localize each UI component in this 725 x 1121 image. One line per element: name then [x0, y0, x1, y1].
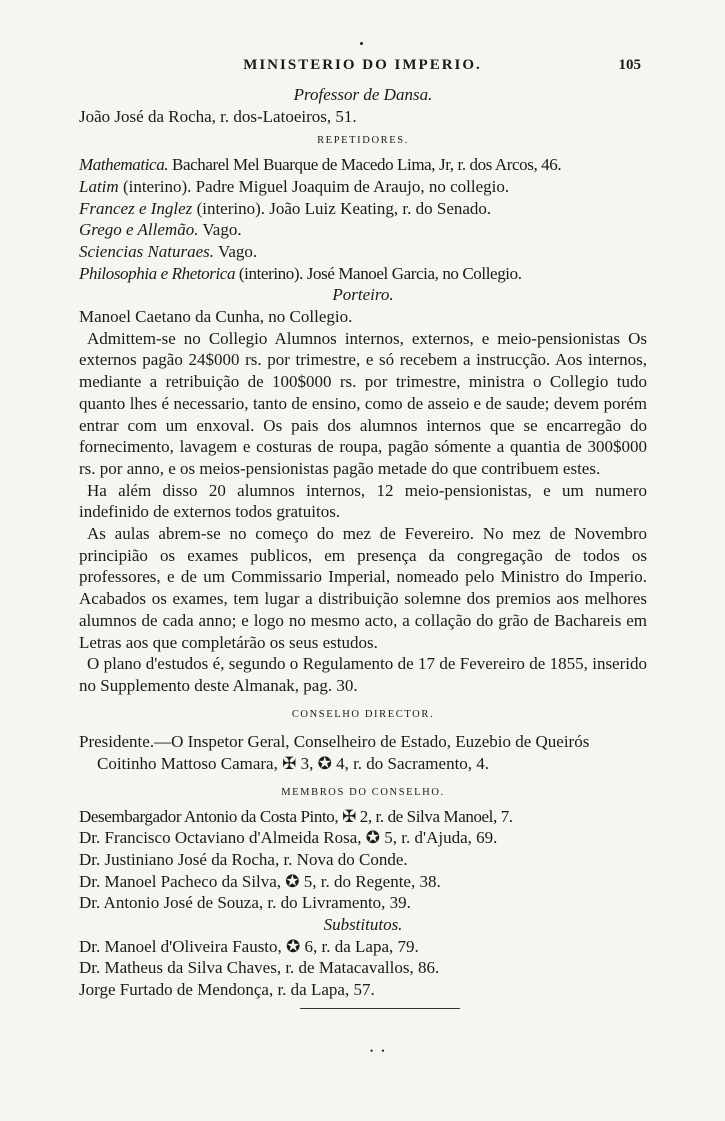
repetidor-subject: Mathematica. [79, 155, 169, 175]
repetidor-text: (interino). José Manoel Garcia, no Collegio. [235, 263, 522, 283]
repetidor-subject: Latim [79, 176, 119, 196]
repetidor-text: (interino). João Luiz Keating, r. do Senado. [192, 198, 492, 218]
top-dot-mark [360, 42, 363, 45]
membro-line: Dr. Justiniano José da Rocha, r. Nova do Conde. [79, 849, 408, 869]
repetidor-line [79, 154, 647, 176]
repetidor-line [79, 219, 647, 241]
repetidor-subject: Sciencias Naturaes. [79, 241, 215, 261]
footer-marks: • • [370, 1046, 388, 1056]
presidente-entry: Presidente.—O Inspetor Geral, Conselheiro de Estado, Euzebio de Queirós Coitinho Mattoso Camara, ✠ 3, ✪ 4, r. do Sacramento, 4. [79, 732, 590, 774]
body-paragraph: O plano d'estudos é, segundo o Regulamento de 17 de Fevereiro de 1855, inserido no Supplemento deste Almanak, pag. 30. [79, 654, 647, 695]
porteiro-heading: Porteiro. [332, 285, 394, 305]
page-body [79, 84, 647, 1001]
membro-line: Desembargador Antonio da Costa Pinto, ✠ 2, r. de Silva Manoel, 7. [79, 806, 513, 826]
page-number: 105 [618, 57, 641, 73]
membro-line: Dr. Francisco Octaviano d'Almeida Rosa, ✪ 5, r. d'Ajuda, 69. [79, 828, 498, 848]
repetidor-text: (interino). Padre Miguel Joaquim de Araujo, no collegio. [118, 176, 510, 196]
repetidor-subject: Francez e Inglez [79, 198, 193, 218]
repetidor-line [79, 263, 647, 285]
membro-line: Dr. Antonio José de Souza, r. do Livramento, 39. [79, 893, 411, 913]
running-head: MINISTERIO DO IMPERIO. [243, 57, 482, 73]
repetidor-text: Bacharel Mel Buarque de Macedo Lima, Jr, r. dos Arcos, 46. [168, 155, 562, 175]
membro-line: Dr. Manoel Pacheco da Silva, ✪ 5, r. do Regente, 38. [79, 871, 441, 891]
repetidores-heading: REPETIDORES. [317, 135, 409, 147]
repetidor-text: Vago. [198, 220, 242, 240]
page-header [0, 57, 725, 81]
membros-heading: MEMBROS DO CONSELHO. [281, 786, 445, 798]
substituto-line: Jorge Furtado de Mendonça, r. da Lapa, 57. [79, 980, 375, 1000]
repetidor-subject: Grego e Allemão. [79, 220, 199, 240]
repetidor-line [79, 241, 647, 263]
repetidor-line [79, 198, 647, 220]
substitutos-heading: Substitutos. [323, 915, 403, 935]
repetidor-subject: Philosophia e Rhetorica [79, 263, 236, 283]
body-paragraph: As aulas abrem-se no começo do mez de Fevereiro. No mez de Novembro principião os exames publicos, em presença da congregação de todos os professores, e de um Commissario Imperial, nomeado pelo Ministro do Imperio. Acabados os exames, tem lugar a distribuição solemne dos premios aos melhores alumnos de cada anno; e logo no mesmo acto, a collação do grão de Bachareis em Letras aos que completárão os seus estudos. [79, 524, 647, 652]
closing-rule [300, 1008, 460, 1009]
body-paragraph: Admittem-se no Collegio Alumnos internos, externos, e meio-pensionistas Os externos pagão 24$000 rs. por trimestre, e só recebem a instrucção. Aos internos, mediante a retribuição de 100$000 rs. por trimestre, ministra o Collegio tudo quanto lhes é necessario, tanto de ensino, como de asseio e de saude; devem porém entrar com um enxoval. Os pais dos alumnos internos que se encarregão do fornecimento, lavagem e costuras de roupa, pagão sómente a quantia de 300$000 rs. por anno, e os meios-pensionistas pagão metade do que contribuem estes. [79, 328, 647, 478]
dance-professor-line: João José da Rocha, r. dos-Latoeiros, 51. [79, 106, 357, 126]
substituto-line: Dr. Manoel d'Oliveira Fausto, ✪ 6, r. da Lapa, 79. [79, 936, 419, 956]
body-paragraph: Ha além disso 20 alumnos internos, 12 meio-pensionistas, e um numero indefinido de externos todos gratuitos. [79, 480, 647, 522]
repetidor-text: Vago. [214, 241, 258, 261]
repetidor-line [79, 176, 647, 198]
conselho-director-heading: CONSELHO DIRECTOR. [291, 708, 435, 720]
substituto-line: Dr. Matheus da Silva Chaves, r. de Matacavallos, 86. [79, 958, 440, 978]
dance-professor-heading: Professor de Dansa. [293, 85, 433, 104]
porteiro-line: Manoel Caetano da Cunha, no Collegio. [79, 307, 353, 327]
